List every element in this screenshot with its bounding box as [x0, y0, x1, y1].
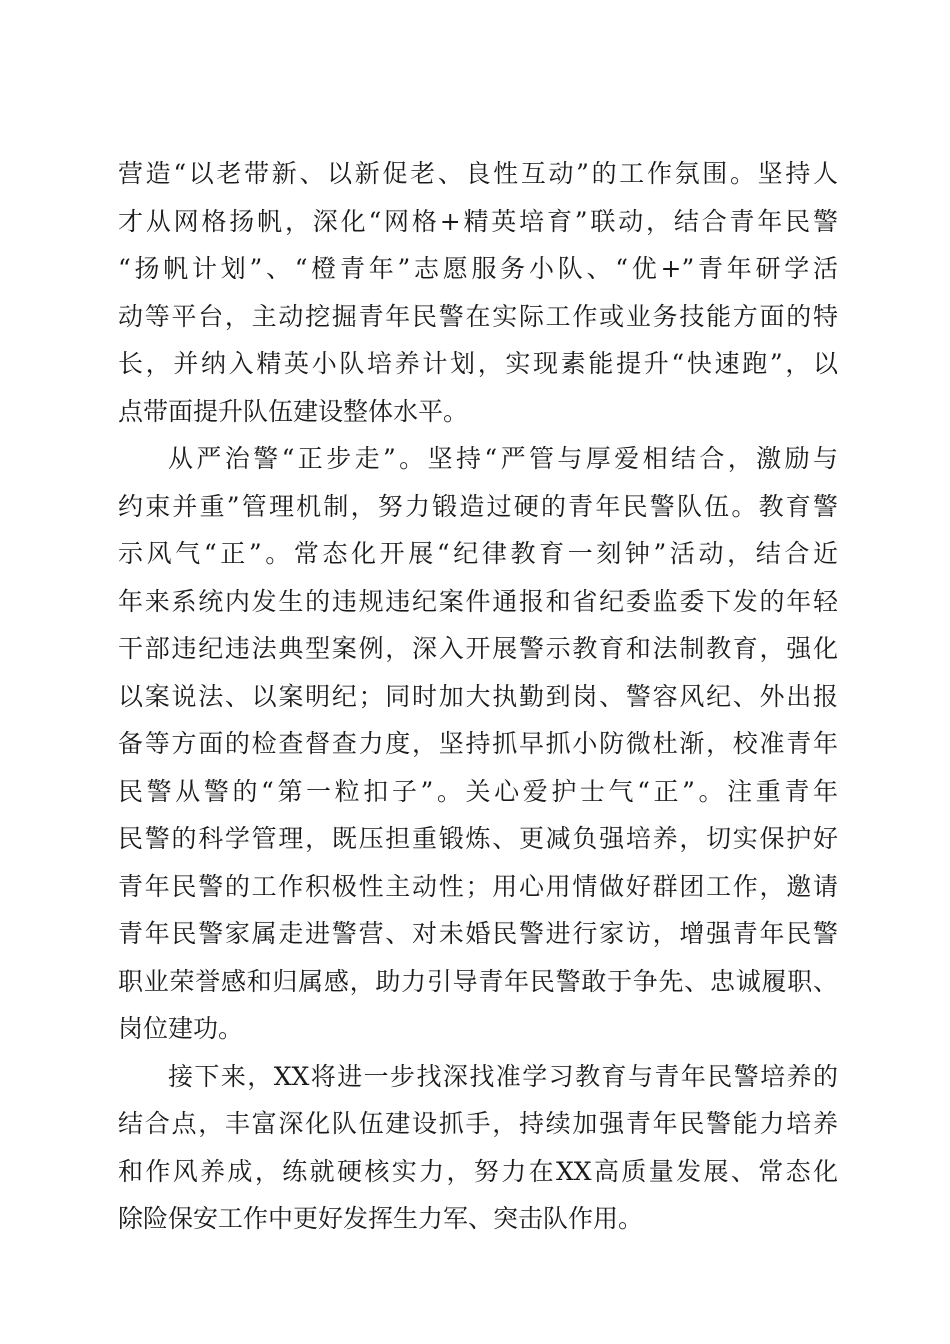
- text-line: 青年民警家属走进警营、对未婚民警进行家访，增强青年民警: [118, 919, 838, 948]
- text-line: 营造“以老带新、以新促老、良性互动”的工作氛围。坚持人: [118, 159, 838, 188]
- text-line: 年来系统内发生的违规违纪案件通报和省纪委监委下发的年轻: [118, 586, 838, 616]
- document-body: [118, 150, 838, 1243]
- text-line: 才从网格扬帆，深化“网格+精英培育”联动，结合青年民警: [118, 206, 838, 236]
- text-line: 从严治警“正步走”。坚持“严管与厚爱相结合，激励与: [168, 444, 838, 473]
- text-line: 除险保安工作中更好发挥生力军、突击队作用。: [118, 1204, 644, 1233]
- paragraph: [118, 1053, 838, 1243]
- text-line: 青年民警的工作积极性主动性；用心用情做好群团工作，邀请: [118, 871, 838, 901]
- text-line: 干部违纪违法典型案例，深入开展警示教育和法制教育，强化: [118, 634, 838, 663]
- text-line: 备等方面的检查督查力度，坚持抓早抓小防微杜渐，校准青年: [118, 729, 838, 758]
- text-line: 职业荣誉感和归属感，助力引导青年民警敢于争先、忠诚履职、: [118, 966, 838, 996]
- text-line: 民警从警的“第一粒扣子”。关心爱护士气“正”。注重青年: [118, 776, 838, 806]
- paragraph: [118, 435, 838, 1053]
- paragraph: [118, 150, 838, 435]
- text-line: 约束并重”管理机制，努力锻造过硬的青年民警队伍。教育警: [118, 491, 838, 521]
- text-line: 示风气“正”。常态化开展“纪律教育一刻钟”活动，结合近: [118, 539, 838, 568]
- text-line: 结合点，丰富深化队伍建设抓手，持续加强青年民警能力培养: [118, 1109, 838, 1138]
- text-line: 岗位建功。: [118, 1014, 244, 1043]
- text-line: 长，并纳入精英小队培养计划，实现素能提升“快速跑”，以: [118, 349, 838, 378]
- text-line: “扬帆计划”、“橙青年”志愿服务小队、“优+”青年研学活: [118, 254, 838, 283]
- text-line: 点带面提升队伍建设整体水平。: [118, 396, 469, 426]
- text-line: 以案说法、以案明纪；同时加大执勤到岗、警容风纪、外出报: [118, 681, 838, 711]
- text-line: 民警的科学管理，既压担重锻炼、更减负强培养，切实保护好: [118, 824, 838, 853]
- text-line: 动等平台，主动挖掘青年民警在实际工作或业务技能方面的特: [118, 301, 838, 331]
- text-line: 接下来，XX将进一步找深找准学习教育与青年民警培养的: [168, 1061, 838, 1091]
- text-line: 和作风养成，练就硬核实力，努力在XX高质量发展、常态化: [118, 1156, 838, 1186]
